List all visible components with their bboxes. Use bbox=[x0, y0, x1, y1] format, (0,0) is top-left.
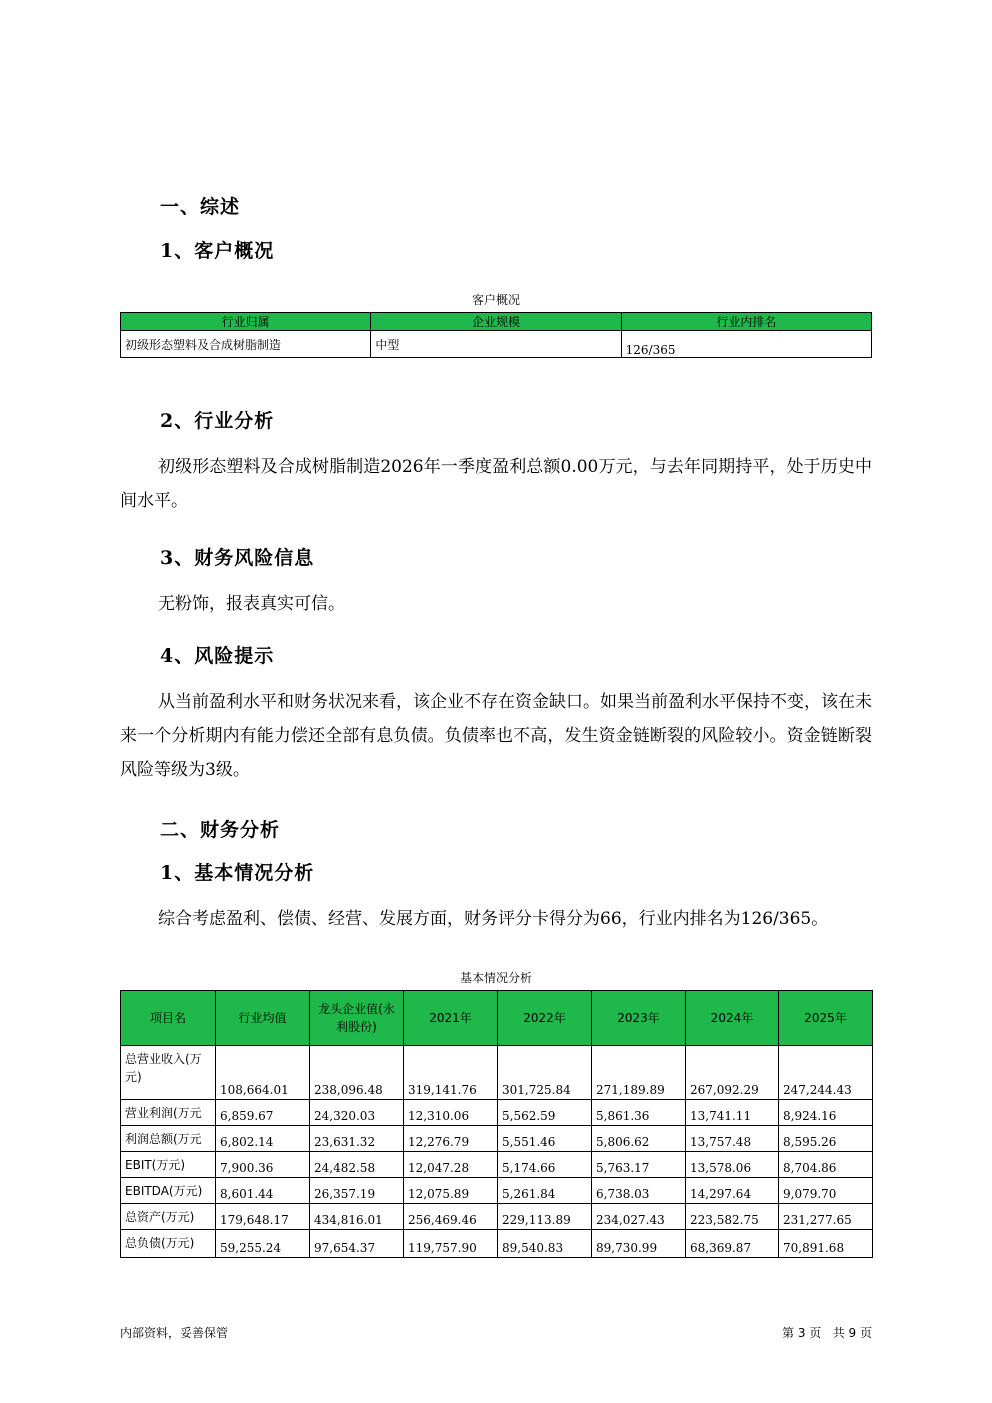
table-cell: 中型 bbox=[371, 331, 621, 358]
table-cell: 初级形态塑料及合成树脂制造 bbox=[121, 331, 371, 358]
table-header-cell: 2021年 bbox=[404, 991, 498, 1046]
table-cell: 5,551.46 bbox=[498, 1126, 592, 1152]
table-cell: 97,654.37 bbox=[310, 1230, 404, 1258]
table-cell: 126/365 bbox=[621, 331, 871, 358]
table-cell: 26,357.19 bbox=[310, 1178, 404, 1204]
table-cell: 24,482.58 bbox=[310, 1152, 404, 1178]
table-cell: 6,738.03 bbox=[592, 1178, 686, 1204]
row-label-cell: 营业利润(万元 bbox=[121, 1100, 216, 1126]
table-cell: 108,664.01 bbox=[216, 1046, 310, 1100]
table-header-cell: 行业均值 bbox=[216, 991, 310, 1046]
table-row bbox=[121, 1152, 873, 1178]
table-header-row bbox=[121, 991, 873, 1046]
table-cell: 5,562.59 bbox=[498, 1100, 592, 1126]
table-row bbox=[121, 1204, 873, 1230]
row-label-cell: 利润总额(万元 bbox=[121, 1126, 216, 1152]
table-header-row bbox=[121, 313, 872, 331]
table-cell: 319,141.76 bbox=[404, 1046, 498, 1100]
table-cell: 68,369.87 bbox=[686, 1230, 779, 1258]
table-cell: 23,631.32 bbox=[310, 1126, 404, 1152]
row-label-cell: 总资产(万元) bbox=[121, 1204, 216, 1230]
table-header-cell: 企业规模 bbox=[371, 313, 621, 331]
subsection-title-client: 1、客户概况 bbox=[160, 240, 275, 262]
subsection-title-risk-tip: 4、风险提示 bbox=[160, 645, 275, 667]
table-cell: 12,310.06 bbox=[404, 1100, 498, 1126]
table-cell: 12,276.79 bbox=[404, 1126, 498, 1152]
table-row bbox=[121, 331, 872, 358]
table-cell: 24,320.03 bbox=[310, 1100, 404, 1126]
row-label-cell: 总营业收入(万元) bbox=[121, 1046, 216, 1100]
table-cell: 13,578.06 bbox=[686, 1152, 779, 1178]
basic-analysis-table bbox=[120, 990, 873, 1258]
table-header-cell: 2023年 bbox=[592, 991, 686, 1046]
table-header-cell: 行业归属 bbox=[121, 313, 371, 331]
table-row bbox=[121, 1046, 873, 1100]
table-cell: 59,255.24 bbox=[216, 1230, 310, 1258]
industry-paragraph: 初级形态塑料及合成树脂制造2026年一季度盈利总额0.00万元，与去年同期持平，处于历史中间水平。 bbox=[120, 457, 872, 511]
subsection-title-risk-info: 3、财务风险信息 bbox=[160, 547, 315, 569]
table-cell: 8,924.16 bbox=[779, 1100, 873, 1126]
table-cell: 229,113.89 bbox=[498, 1204, 592, 1230]
table-header-cell: 龙头企业值(永利股份) bbox=[310, 991, 404, 1046]
basic-paragraph: 综合考虑盈利、偿债、经营、发展方面，财务评分卡得分为66，行业内排名为126/365。 bbox=[158, 909, 829, 929]
table-cell: 6,859.67 bbox=[216, 1100, 310, 1126]
section-title-financial: 二、财务分析 bbox=[160, 819, 281, 841]
table-cell: 89,540.83 bbox=[498, 1230, 592, 1258]
table-cell: 7,900.36 bbox=[216, 1152, 310, 1178]
section-title-overview: 一、综述 bbox=[160, 196, 241, 218]
table-cell: 234,027.43 bbox=[592, 1204, 686, 1230]
table-cell: 238,096.48 bbox=[310, 1046, 404, 1100]
basic-table-caption: 基本情况分析 bbox=[459, 971, 532, 985]
table-row bbox=[121, 1126, 873, 1152]
table-cell: 5,806.62 bbox=[592, 1126, 686, 1152]
table-cell: 223,582.75 bbox=[686, 1204, 779, 1230]
client-table-caption: 客户概况 bbox=[471, 293, 520, 307]
table-header-cell: 2024年 bbox=[686, 991, 779, 1046]
table-cell: 271,189.89 bbox=[592, 1046, 686, 1100]
table-cell: 434,816.01 bbox=[310, 1204, 404, 1230]
table-cell: 256,469.46 bbox=[404, 1204, 498, 1230]
table-cell: 267,092.29 bbox=[686, 1046, 779, 1100]
table-header-cell: 项目名 bbox=[121, 991, 216, 1046]
table-cell: 119,757.90 bbox=[404, 1230, 498, 1258]
table-cell: 12,047.28 bbox=[404, 1152, 498, 1178]
table-cell: 301,725.84 bbox=[498, 1046, 592, 1100]
client-table bbox=[120, 312, 872, 358]
table-header-cell: 2022年 bbox=[498, 991, 592, 1046]
table-cell: 8,704.86 bbox=[779, 1152, 873, 1178]
table-cell: 12,075.89 bbox=[404, 1178, 498, 1204]
row-label-cell: EBITDA(万元) bbox=[121, 1178, 216, 1204]
table-row bbox=[121, 1100, 873, 1126]
row-label-cell: 总负债(万元) bbox=[121, 1230, 216, 1258]
table-cell: 13,741.11 bbox=[686, 1100, 779, 1126]
table-cell: 6,802.14 bbox=[216, 1126, 310, 1152]
footer-confidential: 内部资料，妥善保管 bbox=[120, 1326, 229, 1340]
table-cell: 179,648.17 bbox=[216, 1204, 310, 1230]
table-cell: 8,595.26 bbox=[779, 1126, 873, 1152]
table-cell: 8,601.44 bbox=[216, 1178, 310, 1204]
table-cell: 70,891.68 bbox=[779, 1230, 873, 1258]
table-cell: 231,277.65 bbox=[779, 1204, 873, 1230]
risk-info-paragraph: 无粉饰，报表真实可信。 bbox=[158, 594, 345, 614]
table-cell: 5,261.84 bbox=[498, 1178, 592, 1204]
table-header-cell: 2025年 bbox=[779, 991, 873, 1046]
table-cell: 5,174.66 bbox=[498, 1152, 592, 1178]
subsection-title-basic: 1、基本情况分析 bbox=[160, 862, 315, 884]
table-row bbox=[121, 1230, 873, 1258]
table-cell: 5,763.17 bbox=[592, 1152, 686, 1178]
table-cell: 13,757.48 bbox=[686, 1126, 779, 1152]
table-cell: 5,861.36 bbox=[592, 1100, 686, 1126]
table-header-cell: 行业内排名 bbox=[621, 313, 871, 331]
subsection-title-industry: 2、行业分析 bbox=[160, 410, 275, 432]
row-label-cell: EBIT(万元) bbox=[121, 1152, 216, 1178]
risk-tip-paragraph: 从当前盈利水平和财务状况来看，该企业不存在资金缺口。如果当前盈利水平保持不变，该在未来一个分析期内有能力偿还全部有息负债。负债率也不高，发生资金链断裂的风险较小。资金链断裂风险等级为3级。 bbox=[120, 692, 872, 780]
table-cell: 14,297.64 bbox=[686, 1178, 779, 1204]
table-row bbox=[121, 1178, 873, 1204]
table-cell: 89,730.99 bbox=[592, 1230, 686, 1258]
table-cell: 9,079.70 bbox=[779, 1178, 873, 1204]
footer-page-number: 第 3 页 共 9 页 bbox=[782, 1326, 872, 1340]
table-cell: 247,244.43 bbox=[779, 1046, 873, 1100]
